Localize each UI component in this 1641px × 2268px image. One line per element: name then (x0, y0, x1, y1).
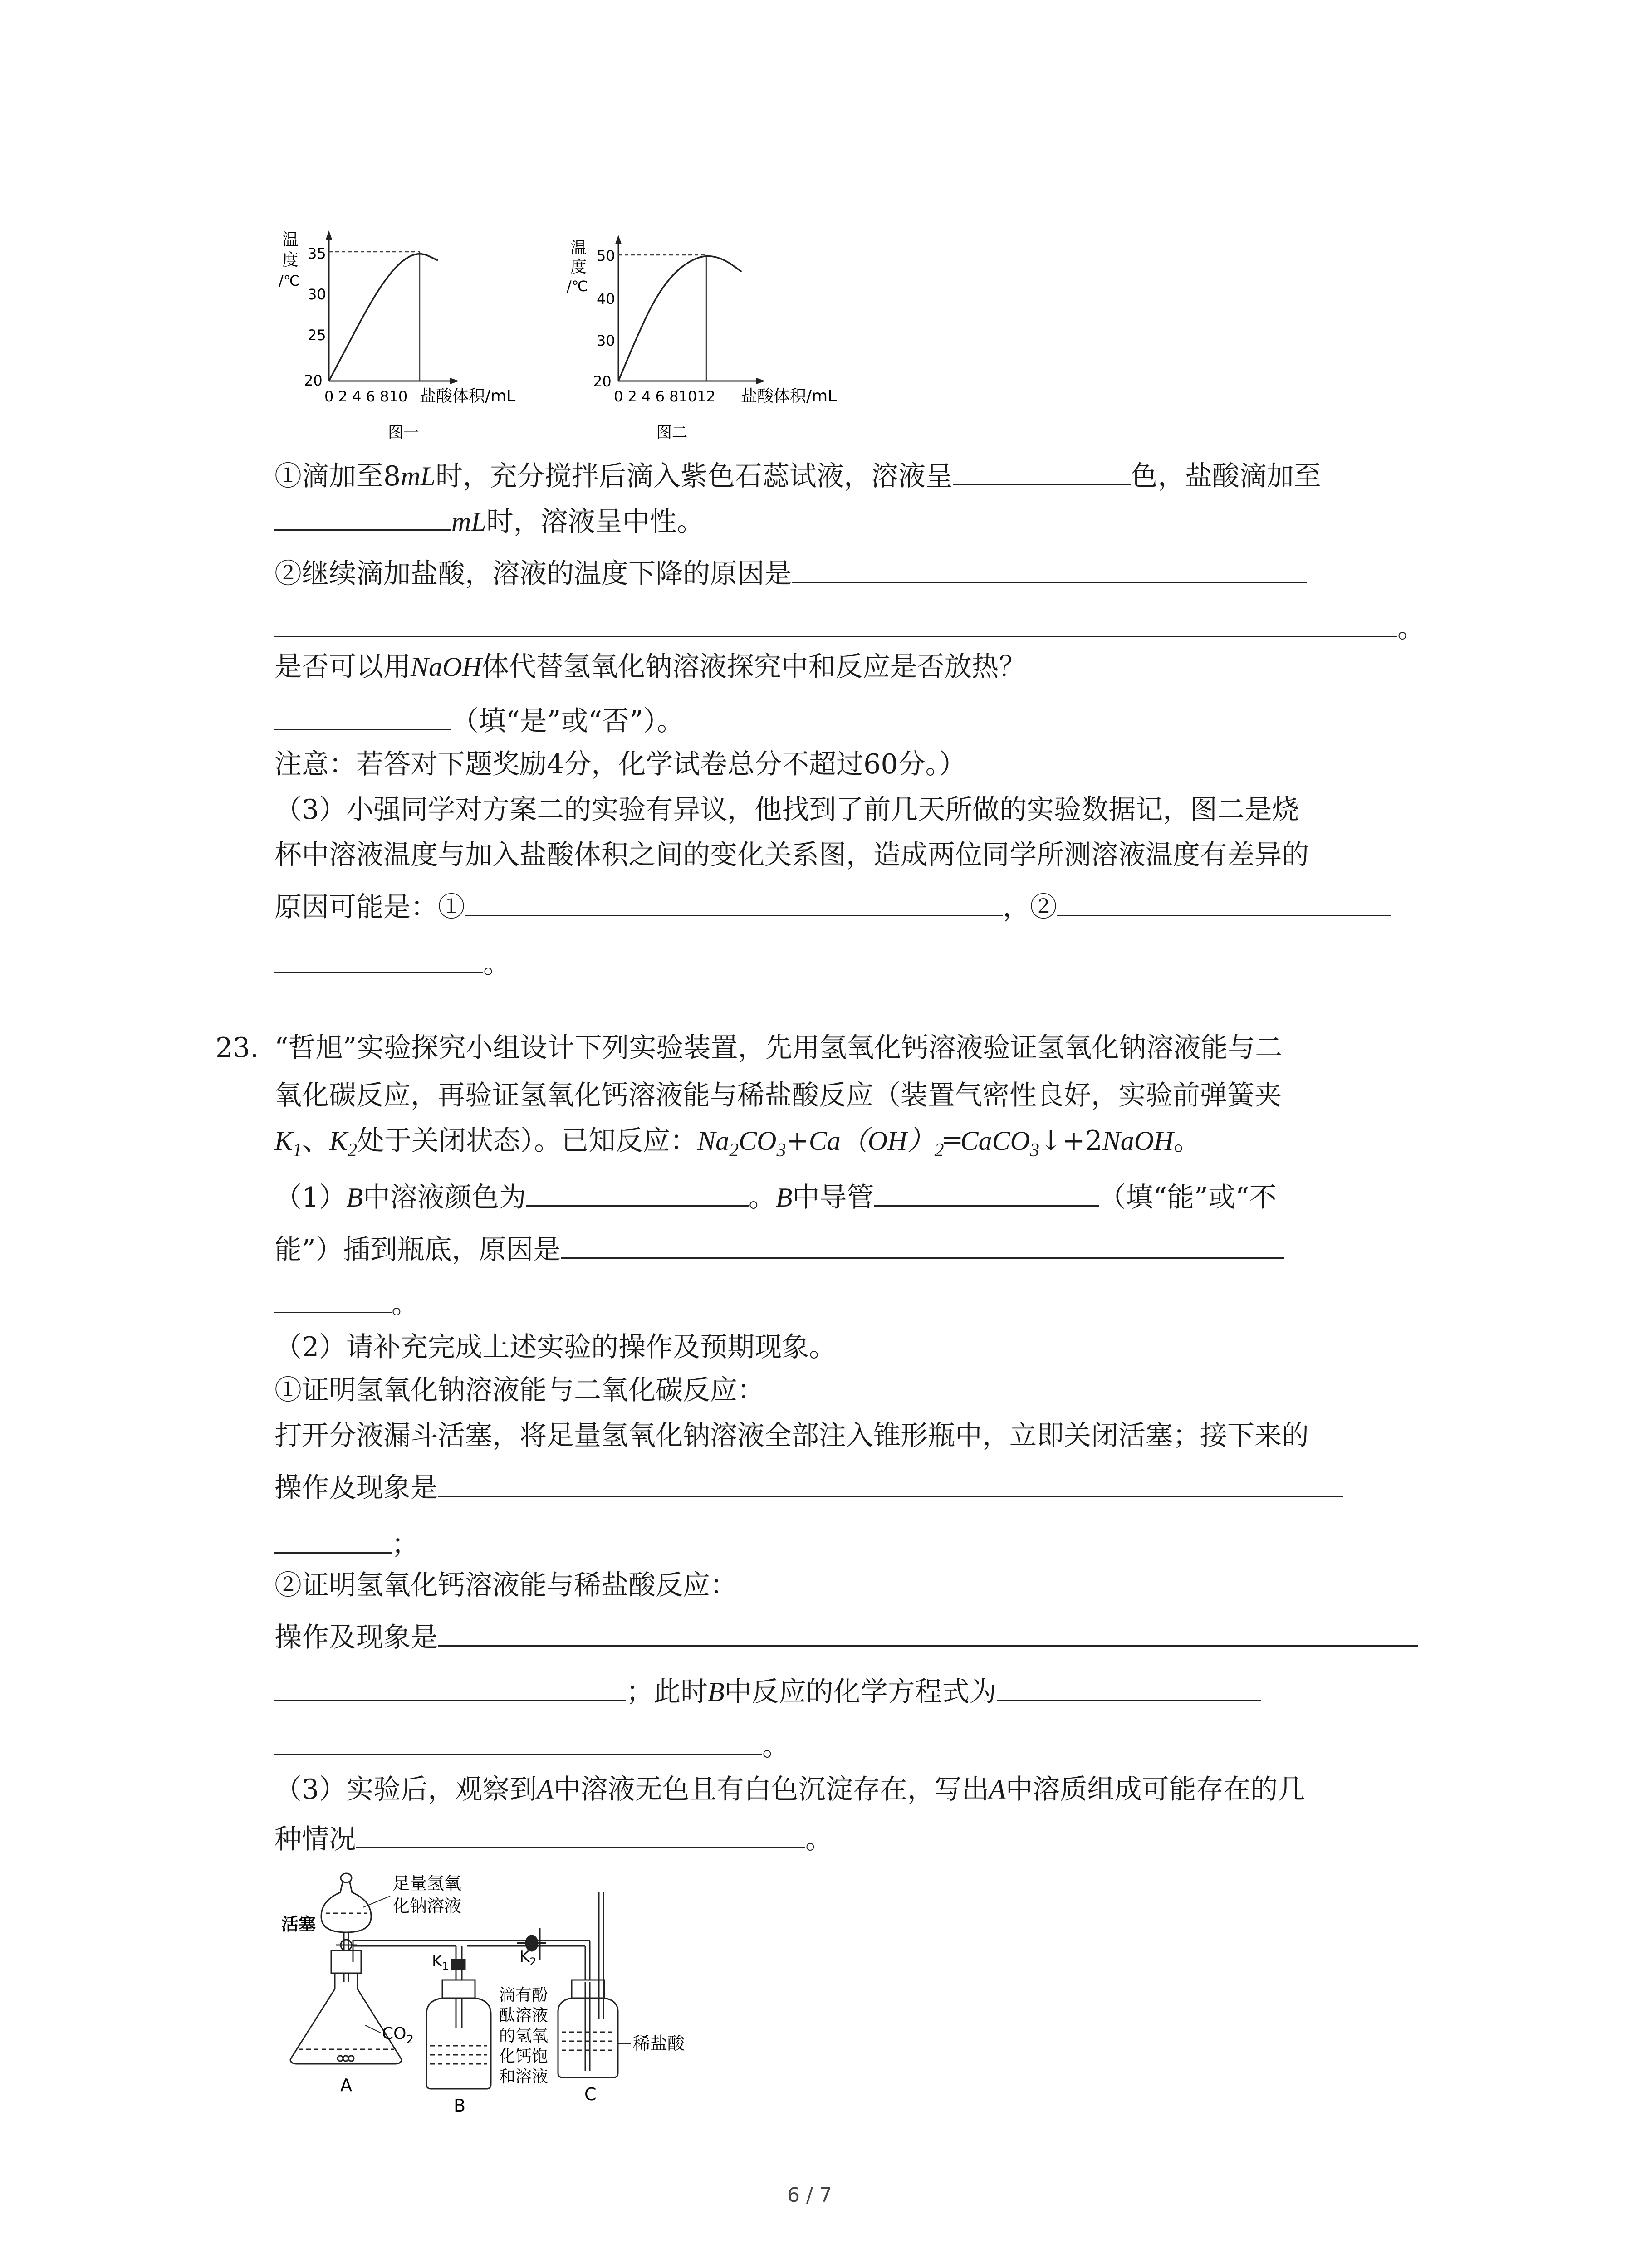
graph-2-ytick-20: 20 (593, 373, 612, 390)
graph-1-ylabel-2: 度 (282, 251, 299, 269)
eq-na-sub: 2 (729, 1140, 739, 1161)
answer-blank-reason-2[interactable] (274, 608, 1397, 637)
q22-l5b: NaOH (411, 652, 482, 682)
q22-line-11 (274, 943, 510, 982)
answer-blank-operation-1[interactable] (438, 1467, 1343, 1497)
q23-p2: （2）请补充完成上述实验的操作及预期现象。 (274, 1331, 837, 1363)
q23-p1c: 中溶液颜色为 (362, 1182, 526, 1213)
graph-1-x-arrow (450, 378, 459, 384)
q23-part2-b (274, 1418, 1309, 1454)
graph-1 (272, 227, 567, 454)
q23-p2d: ②证明氢氧化钙溶液能与稀盐酸反应： (274, 1569, 737, 1601)
b-label-4: 化钙饱 (499, 2047, 549, 2066)
graph-2-caption: 图二 (656, 424, 687, 442)
q23-p2b: 打开分液漏斗活塞，将足量氢氧化钠溶液全部注入锥形瓶中，立即关闭活塞；接下来的 (274, 1420, 1309, 1452)
q23-p2cend: ； (392, 1529, 419, 1560)
answer-blank-cause-2[interactable] (1057, 887, 1391, 916)
eq-co: CO (739, 1126, 777, 1156)
q23-k2: K (329, 1126, 348, 1156)
q23-p3a: （3）实验后，观察到 (274, 1774, 537, 1805)
answer-blank-reason[interactable] (792, 553, 1307, 583)
q23-p3b: A (537, 1774, 554, 1804)
q22-l2a: mL (451, 507, 486, 537)
eq-caco-sub: 3 (1029, 1140, 1039, 1161)
q23-p2gend: 。 (762, 1730, 789, 1762)
k1-label: $K_1$ (432, 1952, 449, 1973)
q23-p2c: 操作及现象是 (274, 1472, 438, 1504)
q23-sep: 、 (302, 1125, 330, 1157)
q23-k2-sub: 2 (348, 1140, 358, 1161)
q23-p1e: B (775, 1183, 793, 1212)
label-c: C (584, 2084, 597, 2104)
q23-l1: “哲旭”实验探究小组设计下列实验装置，先用氢氧化钙溶液验证氢氧化钠溶液能与二 (274, 1032, 1283, 1064)
q22-line-9 (274, 837, 1309, 873)
funnel-leader (363, 1896, 390, 1907)
q22-l7: 注意：若答对下题奖励4分，化学试卷总分不超过60分。） (274, 748, 966, 780)
eq-ca: Ca (808, 1126, 841, 1156)
q22-l9: 杯中溶液温度与加入盐酸体积之间的变化关系图，造成两位同学所测溶液温度有差异的 (274, 839, 1309, 871)
graph-2-xlabel: 盐酸体积/mL (741, 387, 837, 406)
graph-2 (560, 227, 869, 454)
apparatus-diagram (272, 1864, 726, 2191)
b-label-2: 酞溶液 (499, 2006, 549, 2025)
q23-p2e: 操作及现象是 (274, 1622, 438, 1653)
graph-2-x-arrow (756, 378, 765, 384)
answer-blank-cause-1[interactable] (465, 887, 1003, 916)
q22-l10b: ，② (1003, 891, 1057, 923)
bottle-b (426, 1980, 491, 2089)
eq-end: 。 (1173, 1125, 1201, 1157)
graph-1-ylabel-3: /℃ (279, 272, 300, 289)
eq-equals: ═ (944, 1125, 960, 1157)
q23-part1-line-2 (274, 1229, 1284, 1268)
graph-2-ylabel-2: 度 (570, 258, 587, 276)
answer-blank-color[interactable] (953, 456, 1131, 485)
q22-line-8 (274, 792, 1299, 828)
answer-blank-solutes[interactable] (356, 1819, 805, 1848)
q23-part2-d (274, 1567, 737, 1603)
graph-2-ytick-30: 30 (597, 332, 615, 349)
flask-a (290, 1950, 402, 2064)
eq-plus: + (786, 1125, 809, 1157)
q23-part2-c2 (274, 1524, 419, 1563)
page-number: 6 / 7 (787, 2184, 832, 2207)
graph-2-y-arrow (615, 235, 622, 244)
q22-l5a: 是否可以用 (274, 651, 411, 683)
label-a: A (340, 2075, 352, 2095)
answer-blank-b-color[interactable] (526, 1177, 749, 1207)
graph-2-ylabel-1: 温 (570, 239, 587, 257)
q23-p1end: 。 (392, 1288, 419, 1320)
eq-na: Na (697, 1126, 730, 1156)
q23-p1f: 中导管 (792, 1182, 874, 1213)
q23-p3f: 种情况 (274, 1823, 356, 1855)
graph-1-ytick-20: 20 (304, 372, 323, 389)
b-label-1: 滴有酚 (499, 1986, 549, 2004)
graph-2-curve (618, 256, 742, 381)
q23-p1a: （1） (274, 1182, 347, 1213)
answer-blank-equation[interactable] (997, 1672, 1261, 1701)
q22-l4end: 。 (1397, 612, 1425, 644)
connecting-tubes (353, 1928, 590, 2028)
q22-line-6 (274, 701, 684, 739)
q22-line-2 (274, 501, 704, 540)
b-label-5: 和溶液 (499, 2068, 549, 2086)
co2-label: $CO_2$ (382, 2024, 414, 2047)
bottle-c (558, 1892, 631, 2077)
graph-2-ylabel-3: /℃ (567, 278, 588, 295)
q22-line-5 (274, 649, 1026, 685)
graph-1-xticks: 0 2 4 6 810 (324, 388, 408, 405)
answer-blank-equation-2[interactable] (274, 1726, 762, 1755)
answer-blank-tube[interactable] (874, 1177, 1099, 1207)
answer-blank-tube-reason[interactable] (561, 1229, 1284, 1259)
q23-p2a: ①证明氢氧化钠溶液能与二氧化碳反应： (274, 1374, 764, 1406)
eq-caco: CaCO (960, 1126, 1030, 1156)
q23-l2: 氧化碳反应，再验证氢氧化钙溶液能与稀盐酸反应（装置气密性良好，实验前弹簧夹 (274, 1080, 1282, 1111)
q23-part1-line-1 (274, 1177, 1277, 1216)
q22-l10a: 原因可能是：① (274, 891, 465, 923)
graph-1-ytick-35: 35 (308, 245, 326, 262)
q23-p1h: 能”）插到瓶底，原因是 (274, 1234, 561, 1266)
graph-1-xlabel: 盐酸体积/mL (420, 387, 516, 406)
q23-line-1 (274, 1030, 1282, 1066)
q23-l3b: 处于关闭状态）。已知反应： (357, 1125, 698, 1157)
answer-blank-operation-2b[interactable] (274, 1672, 626, 1701)
q23-part3-line-1 (274, 1771, 1305, 1808)
q22-l8: （3）小强同学对方案二的实验有异议，他找到了前几天所做的实验数据记，图二是烧 (274, 794, 1299, 826)
q23-part2-g (274, 1726, 789, 1765)
q23-part2-f (274, 1672, 1261, 1710)
q23-p3e: 中溶质组成可能存在的几 (1005, 1774, 1305, 1805)
label-b: B (454, 2096, 466, 2116)
eq-down: ↓+2 (1039, 1125, 1102, 1157)
graph-2-ytick-50: 50 (597, 247, 615, 264)
q22-l3: ②继续滴加盐酸，溶液的温度下降的原因是 (274, 558, 792, 590)
q23-k1: K (274, 1126, 293, 1156)
q23-p3c: 中溶液无色且有白色沉淀存在，写出 (553, 1774, 989, 1805)
q22-line-1 (274, 456, 1321, 494)
q22-l11end: 。 (483, 948, 510, 980)
answer-blank-cause-2b[interactable] (274, 943, 483, 973)
q23-p2f3: 中反应的化学方程式为 (724, 1676, 997, 1708)
q22-l1d: 色，盐酸滴加至 (1130, 460, 1321, 492)
graph-1-caption: 图一 (388, 424, 419, 442)
q22-l1a: ①滴加至8 (274, 460, 401, 492)
q22-l5c: 体代替氢氧化钠溶液探究中和反应是否放热？ (481, 651, 1026, 683)
q23-p2f2: B (708, 1677, 725, 1707)
graph-1-ytick-30: 30 (308, 286, 326, 303)
q23-part3-line-2 (274, 1819, 833, 1857)
q23-p1b: B (346, 1183, 363, 1212)
answer-blank-tube-reason-2[interactable] (274, 1284, 392, 1313)
eq-naoh: NaOH (1102, 1126, 1174, 1156)
q23-line-2 (274, 1077, 1282, 1114)
q22-line-10 (274, 887, 1391, 925)
funnel-label-2: 化钠溶液 (392, 1896, 462, 1916)
stopcock-label: 活塞 (281, 1914, 316, 1934)
graph-1-ylabel-1: 温 (282, 230, 299, 249)
graph-2-xticks: 0 2 4 6 81012 (614, 388, 715, 405)
graph-1-y-arrow (326, 230, 332, 240)
graph-1-curve (329, 254, 438, 381)
q22-line-3 (274, 553, 1307, 592)
q22-line-7 (274, 746, 966, 782)
q23-line-3 (274, 1123, 1200, 1168)
eq-co-sub: 3 (776, 1140, 786, 1161)
q23-p3end: 。 (805, 1823, 833, 1855)
b-label-3: 的氢氧 (499, 2027, 549, 2045)
q23-p1d: 。 (748, 1182, 776, 1213)
q22-l6: （填“是”或“否”）。 (451, 705, 684, 737)
q23-number: 23. (216, 1032, 259, 1064)
q23-part2-e (274, 1617, 1418, 1656)
graph-2-ytick-40: 40 (597, 290, 615, 308)
q22-l2b: 时，溶液呈中性。 (486, 506, 704, 538)
answer-blank-operation-2[interactable] (438, 1617, 1418, 1647)
q23-p2f1: ；此时 (626, 1676, 708, 1708)
q23-part1-line-3 (274, 1284, 419, 1322)
q23-part2-title (274, 1329, 836, 1365)
answer-blank-volume[interactable] (274, 501, 451, 531)
q23-part2-c (274, 1467, 1343, 1506)
q23-p3d: A (989, 1774, 1006, 1804)
answer-blank-yesno[interactable] (274, 701, 451, 730)
c-reagent-label: 稀盐酸 (633, 2033, 685, 2053)
q22-l1b: mL (401, 461, 436, 491)
k2-label: $K_2$ (519, 1948, 537, 1968)
funnel-label-1: 足量氢氧 (392, 1873, 462, 1893)
q22-line-4 (274, 608, 1425, 646)
graph-1-ytick-25: 25 (308, 327, 326, 344)
q23-k1-sub: 1 (293, 1140, 303, 1161)
eq-oh-sub: 2 (934, 1140, 944, 1161)
q22-l1c: 时，充分搅拌后滴入紫色石蕊试液，溶液呈 (435, 460, 953, 492)
q23-p1g: （填“能”或“不 (1098, 1182, 1277, 1213)
q23-part2-a (274, 1372, 764, 1408)
answer-blank-operation-1b[interactable] (274, 1524, 392, 1554)
eq-oh: （OH） (840, 1126, 935, 1156)
